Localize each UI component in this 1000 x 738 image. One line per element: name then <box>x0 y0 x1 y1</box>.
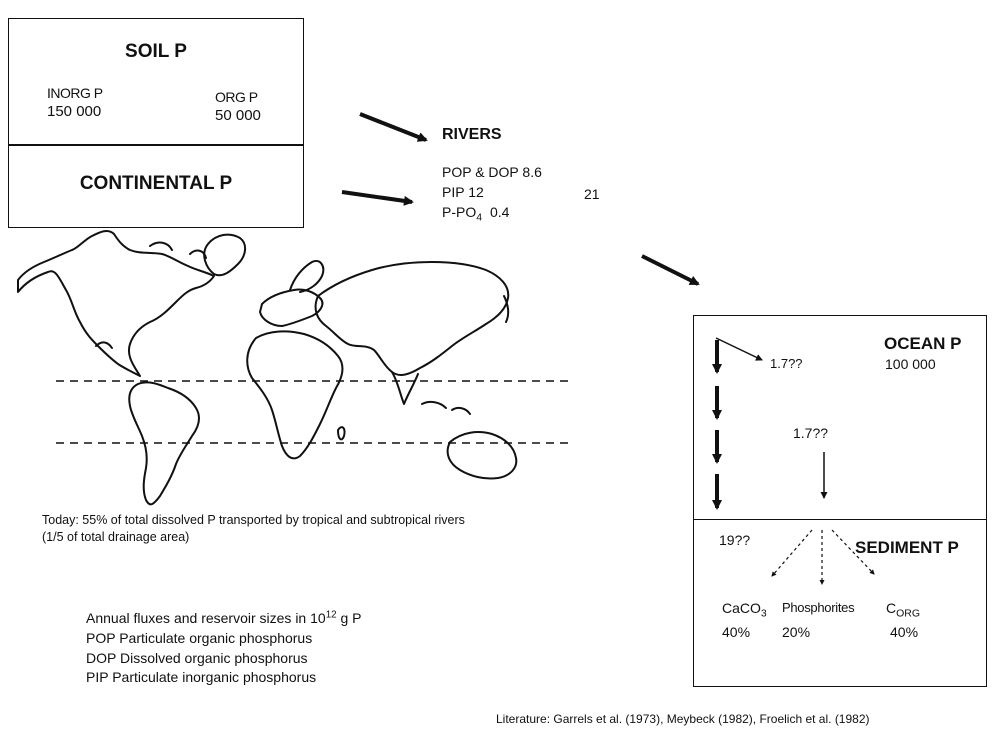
legend-pip: PIP Particulate inorganic phosphorus <box>86 669 317 685</box>
map-north-america <box>18 231 214 376</box>
org-p-label: ORG P <box>215 89 258 105</box>
corg-subscript: ORG <box>896 607 921 620</box>
map-greenland <box>204 235 245 276</box>
rivers-ppo4-subscript: 4 <box>476 211 483 224</box>
rivers-ppo4 <box>442 204 510 224</box>
map-africa <box>247 331 342 458</box>
rivers-total: 21 <box>584 186 600 202</box>
world-map <box>18 231 516 504</box>
ocean-flux-upper: 1.7?? <box>770 356 803 371</box>
soil-p-box <box>8 18 304 146</box>
sediment-corg-pct: 40% <box>890 624 919 640</box>
arrow-soil-to-rivers <box>360 114 426 140</box>
inorg-p-value: 150 000 <box>47 103 102 120</box>
sediment-corg-label <box>886 600 921 620</box>
org-p-value: 50 000 <box>215 107 261 124</box>
sediment-p-title: SEDIMENT P <box>855 538 959 557</box>
rivers-pip: PIP 12 <box>442 184 484 200</box>
rivers-ppo4-prefix: P-PO <box>442 204 477 220</box>
map-indonesia <box>422 402 470 414</box>
continental-p-box <box>8 144 304 228</box>
map-madagascar <box>338 427 345 439</box>
rivers-pop-dop: POP & DOP 8.6 <box>442 164 542 180</box>
sediment-phosphorites-label: Phosphorites <box>782 600 855 615</box>
caco3-prefix: CaCO <box>722 600 761 616</box>
map-arctic-islands <box>150 243 206 258</box>
legend-dop: DOP Dissolved organic phosphorus <box>86 650 308 666</box>
map-caption-line1: Today: 55% of total dissolved P transported by tropical and subtropical rivers <box>42 513 465 527</box>
sediment-phosphorites-pct: 20% <box>782 624 811 640</box>
ocean-p-title: OCEAN P <box>884 334 962 353</box>
legend-units <box>86 610 362 626</box>
inorg-p-label: INORG P <box>47 85 103 101</box>
map-india <box>392 372 418 404</box>
map-australia <box>448 432 517 478</box>
arrow-rivers-to-ocean <box>642 256 698 284</box>
map-asia <box>316 262 509 375</box>
map-europe <box>260 289 322 326</box>
rivers-title: RIVERS <box>442 126 502 143</box>
soil-p-title: SOIL P <box>125 41 187 62</box>
caco3-subscript: 3 <box>760 607 767 620</box>
sediment-caco3-pct: 40% <box>722 624 751 640</box>
legend-units-exponent: 12 <box>325 609 337 621</box>
map-caption-line2: (1/5 of total drainage area) <box>42 530 190 544</box>
arrow-continental-to-rivers <box>342 192 412 202</box>
legend-units-prefix: Annual fluxes and reservoir sizes in 10 <box>86 610 326 626</box>
legend-units-suffix: g P <box>336 610 362 626</box>
literature-citation: Literature: Garrels et al. (1973), Meybeck (1982), Froelich et al. (1982) <box>496 712 870 726</box>
corg-prefix: C <box>886 600 897 616</box>
map-scandinavia <box>290 261 323 292</box>
ocean-flux-mid: 1.7?? <box>793 425 829 441</box>
sediment-flux-total: 19?? <box>719 532 751 548</box>
continental-p-title: CONTINENTAL P <box>79 173 233 194</box>
legend-pop: POP Particulate organic phosphorus <box>86 630 313 646</box>
ocean-sediment-divider <box>694 519 986 520</box>
rivers-ppo4-value: 0.4 <box>489 204 510 220</box>
sediment-caco3-label <box>722 600 767 620</box>
ocean-p-value: 100 000 <box>885 356 936 372</box>
